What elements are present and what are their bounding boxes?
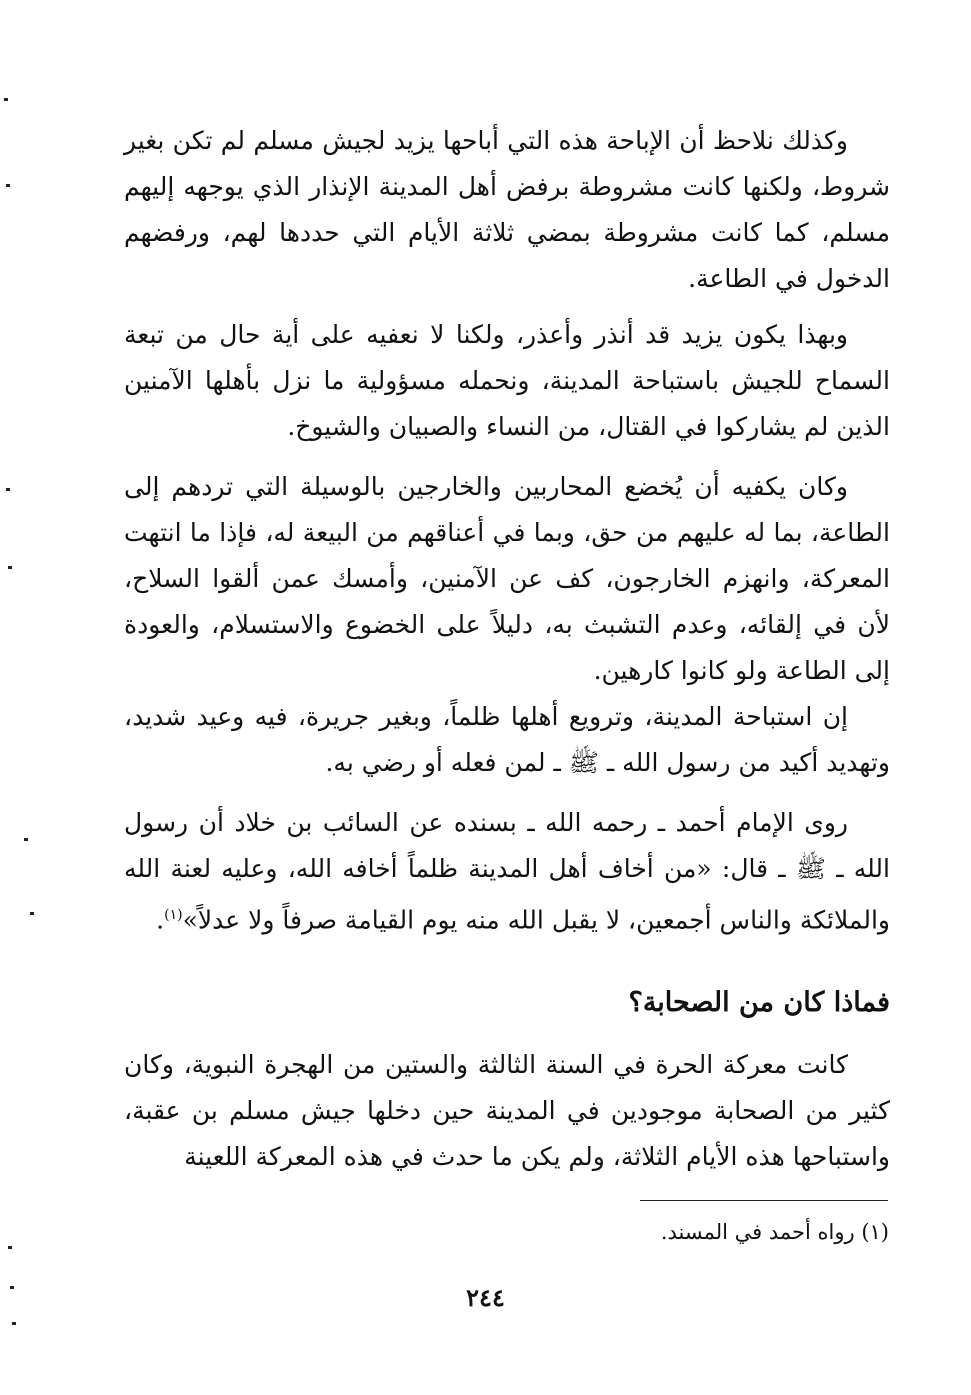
footnote-divider <box>640 1200 888 1201</box>
paragraph-6: كانت معركة الحرة في السنة الثالثة والستين من الهجرة النبوية، وكان كثير من الصحابة موجودين في المدينة حين دخلها جيش مسلم بن عقبة، واستباحها هذه الأيام الثلاثة، ولم يكن ما حدث في هذه المعركة اللعينة <box>124 1050 891 1171</box>
scan-speck <box>8 566 12 569</box>
scan-speck <box>6 184 10 187</box>
scan-speck <box>30 912 34 915</box>
section-heading: فماذا كان من الصحابة؟ <box>628 987 890 1018</box>
scan-speck <box>6 488 10 491</box>
paragraph-5 <box>124 800 890 943</box>
scan-speck <box>8 1246 12 1249</box>
paragraph-2: وبهذا يكون يزيد قد أنذر وأعذر، ولكنا لا نعفيه على أية حال من تبعة السماح للجيش باستباحة المدينة، ونحمله مسؤولية ما نزل بأهلها الآمنين الذين لم يشاركوا في القتال، من النساء والصبيان والشيوخ. <box>124 320 890 441</box>
scan-speck <box>12 1322 16 1325</box>
footnote: (١) رواه أحمد في المسند. <box>660 1220 889 1244</box>
scan-speck <box>4 98 8 101</box>
paragraph-4: إن استباحة المدينة، وترويع أهلها ظلماً، وبغير جريرة، فيه وعيد شديد، وتهديد أكيد من رسول الله ـ ﷺ ـ لمن فعله أو رضي به. <box>124 702 890 777</box>
page-number: ٢٤٤ <box>466 1283 505 1312</box>
footnote-reference: (١) <box>164 907 183 923</box>
paragraph-5-text: روى الإمام أحمد ـ رحمه الله ـ بسنده عن السائب بن خلاد أن رسول الله ـ ﷺ ـ قال: «من أخاف أهل المدينة ظلماً أخافه الله، وعليه لعنة الله والملائكة والناس أجمعين، لا يقبل الله منه يوم القيامة صرفاً ولا عدلاً» <box>124 808 890 935</box>
paragraph-5-period: . <box>156 905 165 935</box>
scan-speck <box>24 838 28 841</box>
scan-speck <box>10 1286 14 1289</box>
paragraph-3: وكان يكفيه أن يُخضع المحاربين والخارجين بالوسيلة التي تردهم إلى الطاعة، بما له عليهم من حق، وبما في أعناقهم من البيعة له، فإذا ما انتهت المعركة، وانهزم الخارجون، كف عن الآمنين، وأمسك عمن ألقوا السلاح، لأن في إلقائه، وعدم التشبث به، دليلاً على الخضوع والاستسلام، والعودة إلى الطاعة ولو كانوا كارهين. <box>124 472 890 685</box>
paragraph-1: وكذلك نلاحظ أن الإباحة هذه التي أباحها يزيد لجيش مسلم لم تكن بغير شروط، ولكنها كانت مشروطة برفض أهل المدينة الإنذار الذي يوجهه إليهم مسلم، كما كانت مشروطة بمضي ثلاثة الأيام التي حددها لهم، ورفضهم الدخول في الطاعة. <box>124 126 890 293</box>
